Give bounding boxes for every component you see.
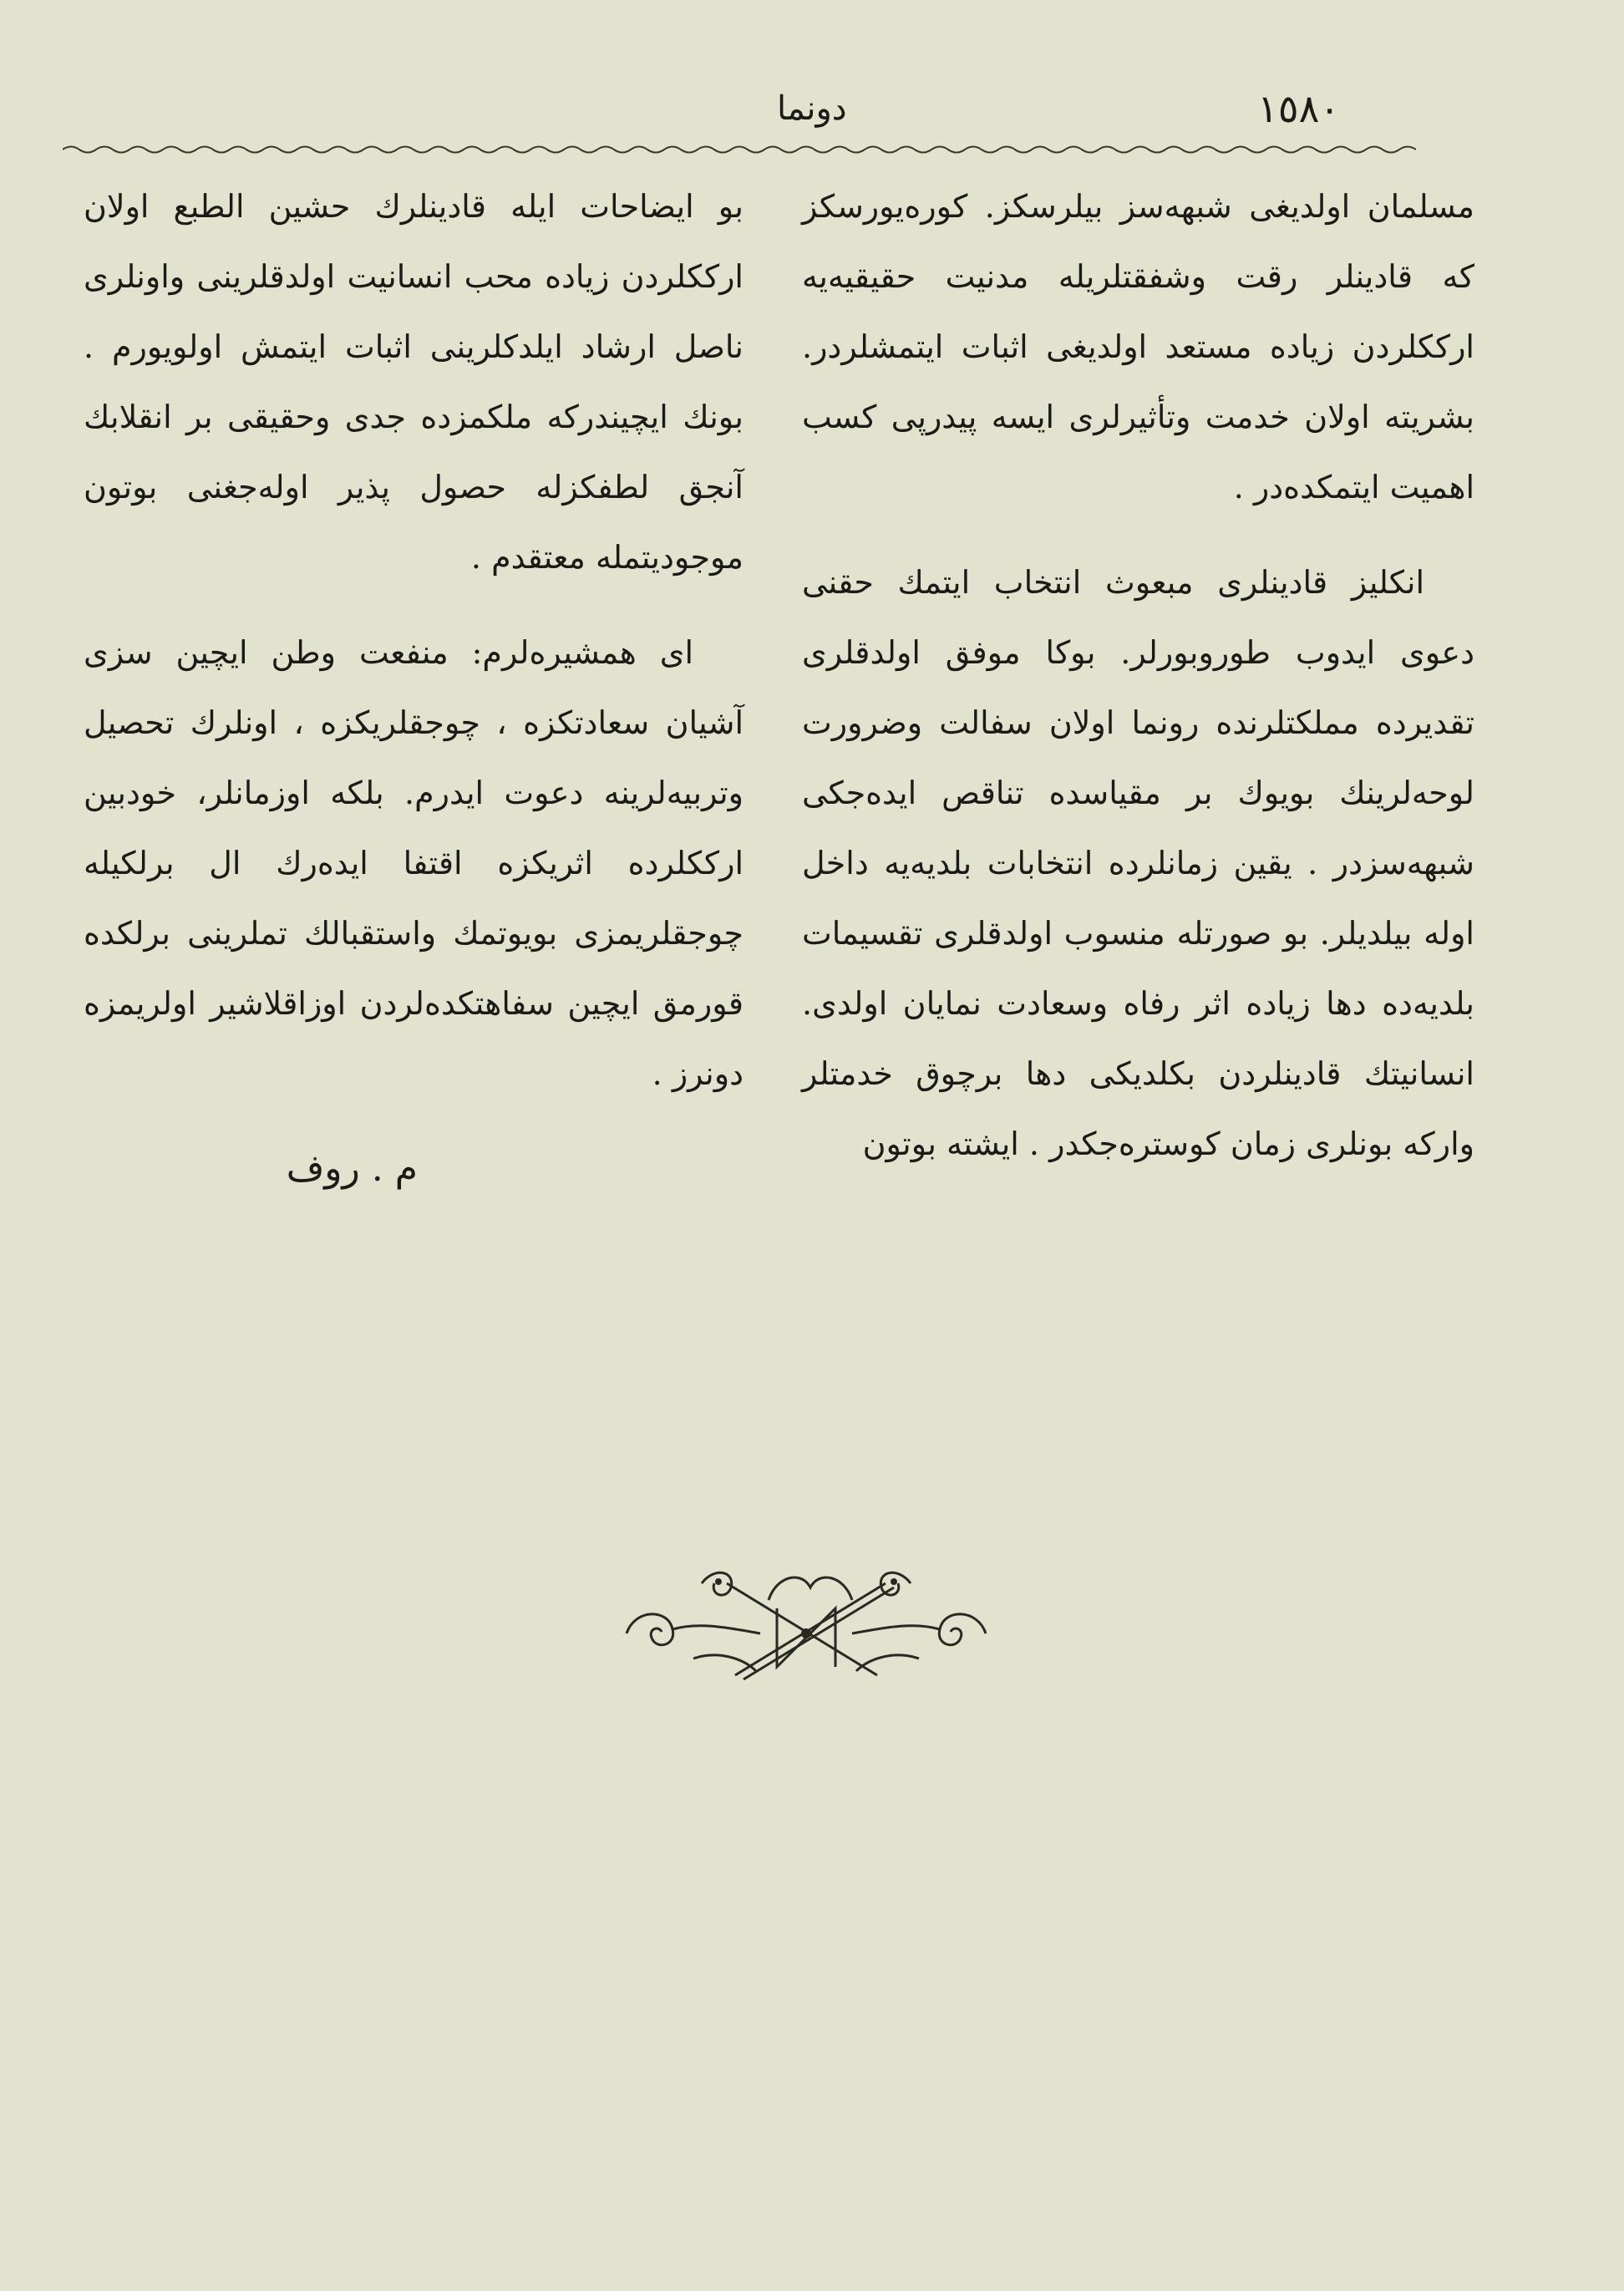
paragraph: ای همشیره‌لرم: منفعت وطن ایچین سزی آشیان سعادتکزه ، چوجقلریکزه ، اونلرك تحصیل وتربیه‌لرینه دعوت ایدرم. بلکه اوزمانلر، خودبین ارککلرده اثریکزه اقتفا ایده‌رك ال برلکیله چوجقلریمزی بویوتمك واستقبالك تملرینی برلکده قورمق ایچین سفاهتکده‌لردن اوزاقلاشیر اولریمزه دونرز . bbox=[84, 634, 743, 1092]
right-text-column bbox=[802, 171, 1474, 1179]
ornament-icon bbox=[610, 1550, 1002, 1700]
paragraph: انکلیز قادینلری مبعوث انتخاب ایتمك حقنی دعوی ایدوب طوروبورلر. بوکا موفق اولدقلری تقدیرده مملکتلرنده رونما اولان سفالت وضرورت لوحه‌لرینك بویوك بر مقیاسده تناقص ایده‌جکی شبهه‌سزدر . یقین زمانلرده انتخابات بلدیه‌یه داخل اوله بیلدیلر. بو صورتله منسوب اولدقلری تقسیمات بلدیه‌ده دها زیاده اثر رفاه وسعادت نمایان اولدی. انسانیتك قادینلردن بکلدیکی دها برچوق خدمتلر وارکه بونلری زمان کوستره‌جکدر . ایشته بوتون bbox=[802, 564, 1474, 1162]
page-header bbox=[50, 84, 1574, 134]
page-number: ١٥٨٠ bbox=[1257, 86, 1340, 131]
wavy-header-rule bbox=[63, 144, 1416, 155]
paragraph: مسلمان اولدیغی شبهه‌سز بیلرسکز. کوره‌یورسکز که قادینلر رقت وشفقتلریله مدنیت حقیقیه‌یه ارککلردن زیاده مستعد اولدیغی اثبات ایتمشلردر. بشریته اولان خدمت وتأثیرلری ایسه پیدرپی کسب اهمیت ایتمکده‌در . bbox=[802, 188, 1474, 505]
author-signature: م . روف bbox=[286, 1147, 418, 1190]
running-title: دونما bbox=[777, 89, 847, 128]
paragraph: بو ایضاحات ایله قادینلرك حشین الطبع اولان ارککلردن زیاده محب انسانیت اولدقلرینی واونلری ناصل ارشاد ایلدکلرینی اثبات ایتمش اولویورم . بونك ایچیندرکه ملکمزده جدی وحقیقی بر انقلابك آنجق لطفکزله حصول پذیر اوله‌جغنی بوتون موجودیتمله معتقدم . bbox=[84, 188, 743, 576]
left-text-column bbox=[84, 171, 743, 1204]
